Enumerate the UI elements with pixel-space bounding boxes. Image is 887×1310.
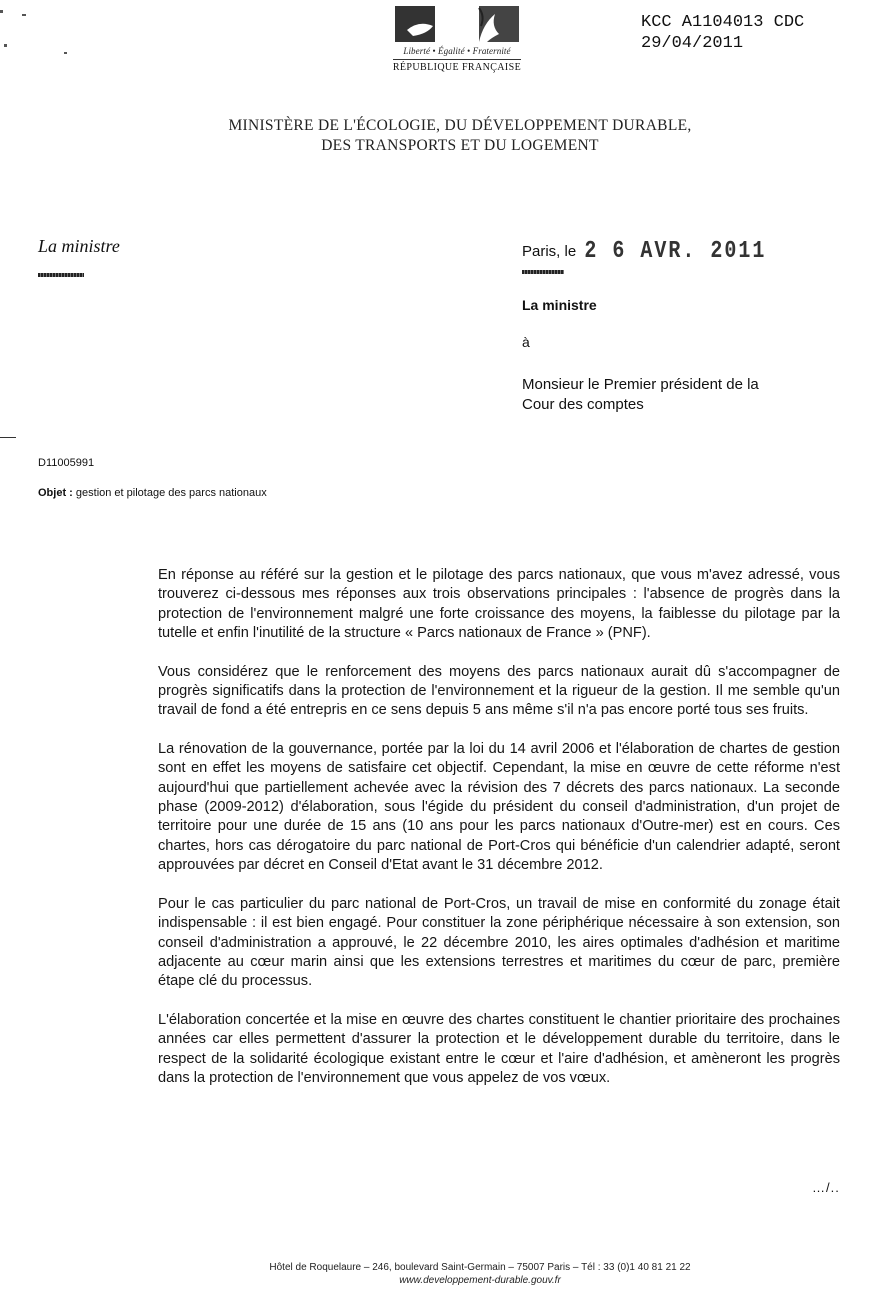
marianne-emblem-icon [387, 4, 527, 44]
footer-address: Hôtel de Roquelaure – 246, boulevard Saint-Germain – 75007 Paris – Tél : 33 (0)1 40 81 21 22 [269, 1262, 691, 1273]
date-stamp: 2 6 AVR. 2011 [584, 237, 767, 266]
from-title: La ministre [522, 297, 597, 313]
ministry-title-line1: MINISTÈRE DE L'ÉCOLOGIE, DU DÉVELOPPEMENT DURABLE, [228, 117, 692, 134]
body-paragraph: En réponse au référé sur la gestion et le pilotage des parcs nationaux, que vous m'avez adressé, vous trouverez ci-dessous mes réponses aux trois observations principales : l'absence de progrès dans la protection de l'environnement malgré une forte croissance des moyens, la faiblesse du pilotage par la tutelle et enfin l'inutilité de la structure « Parcs nationaux de France » (PNF). [158, 567, 840, 642]
place-and-date [522, 237, 767, 266]
place-prefix: Paris, le [522, 243, 577, 260]
reference-stamp [641, 12, 804, 54]
ministry-title [160, 116, 760, 156]
logo-motto: Liberté • Égalité • Fraternité [403, 46, 511, 56]
subject-text: gestion et pilotage des parcs nationaux [75, 487, 267, 499]
scan-speck [22, 14, 26, 16]
redacted-initials [38, 273, 84, 277]
reference-code: KCC A1104013 CDC [641, 13, 805, 32]
subject-label: Objet : [38, 487, 73, 499]
ministry-title-line2: DES TRANSPORTS ET DU LOGEMENT [321, 137, 599, 154]
recipient-line2: Cour des comptes [522, 396, 644, 413]
footer [200, 1261, 760, 1287]
recipient-line1: Monsieur le Premier président de la [522, 376, 759, 393]
recipient-block [522, 375, 759, 415]
body-paragraph: Pour le cas particulier du parc national de Port-Cros, un travail de mise en conformité du zonage était indispensable : il est bien engagé. Pour constituer la zone périphérique nécessaire à son extension, son conseil d'administration a approuvé, le 22 décembre 2010, les aires optimales d'adhésion et maritime adjacente au cœur marin ainsi que les extensions terrestres et maritimes du cœur de parc, première étape clé du processus. [158, 895, 840, 990]
body-paragraph: La rénovation de la gouvernance, portée par la loi du 14 avril 2006 et l'élaboration de chartes de gestion sont en effet les moyens de satisfaire cet objectif. Cependant, la mise en œuvre de cette réforme n'est aujourd'hui que partiellement achevée avec la révision des 7 décrets des parcs nationaux. La seconde phase (2009-2012) d'élaboration, sous l'égide du président du conseil d'administration, d'un projet de territoire pour une durée de 15 ans (10 ans pour les parcs nationaux d'Outre-mer) est en cours. Ces chartes, hors cas dérogatoire du parc national de Port-Cros qui bénéficie d'un calendrier adapté, seront approuvées par décret en Conseil d'Etat avant le 31 décembre 2012. [158, 740, 840, 874]
continuation-mark: …/.. [812, 1180, 840, 1195]
scan-margin-mark [0, 437, 16, 438]
scan-speck [64, 52, 67, 54]
to-word: à [522, 334, 530, 350]
scan-speck [4, 44, 7, 47]
subject-line [38, 487, 267, 499]
letter-body [158, 566, 840, 1107]
scan-speck [0, 10, 3, 13]
document-reference: D11005991 [38, 457, 95, 469]
footer-website-link[interactable]: www.developpement-durable.gouv.fr [399, 1275, 561, 1286]
body-paragraph: L'élaboration concertée et la mise en œuvre des chartes constituent le chantier prioritaire des prochaines années car elles permettent d'assurer la protection et le développement durable du territoire, dans le respect de la solidarité écologique existant entre le cœur et l'aire d'adhésion, et amèneront les progrès dans la protection de l'environnement que vous appelez de vos vœux. [158, 1011, 840, 1086]
logo-republic-label: RÉPUBLIQUE FRANÇAISE [393, 59, 521, 73]
body-paragraph: Vous considérez que le renforcement des moyens des parcs nationaux aurait dû s'accompagner de progrès significatifs dans la protection de l'environnement et la rigueur de la gestion. Il me semble qu'un travail de fond a été entrepris en ce sens depuis 5 ans même s'il n'a pas encore porté tous ses fruits. [158, 663, 840, 719]
republique-francaise-logo [382, 4, 532, 80]
redacted-initials [522, 270, 564, 274]
reference-date: 29/04/2011 [641, 34, 744, 53]
sender-title: La ministre [38, 236, 120, 256]
